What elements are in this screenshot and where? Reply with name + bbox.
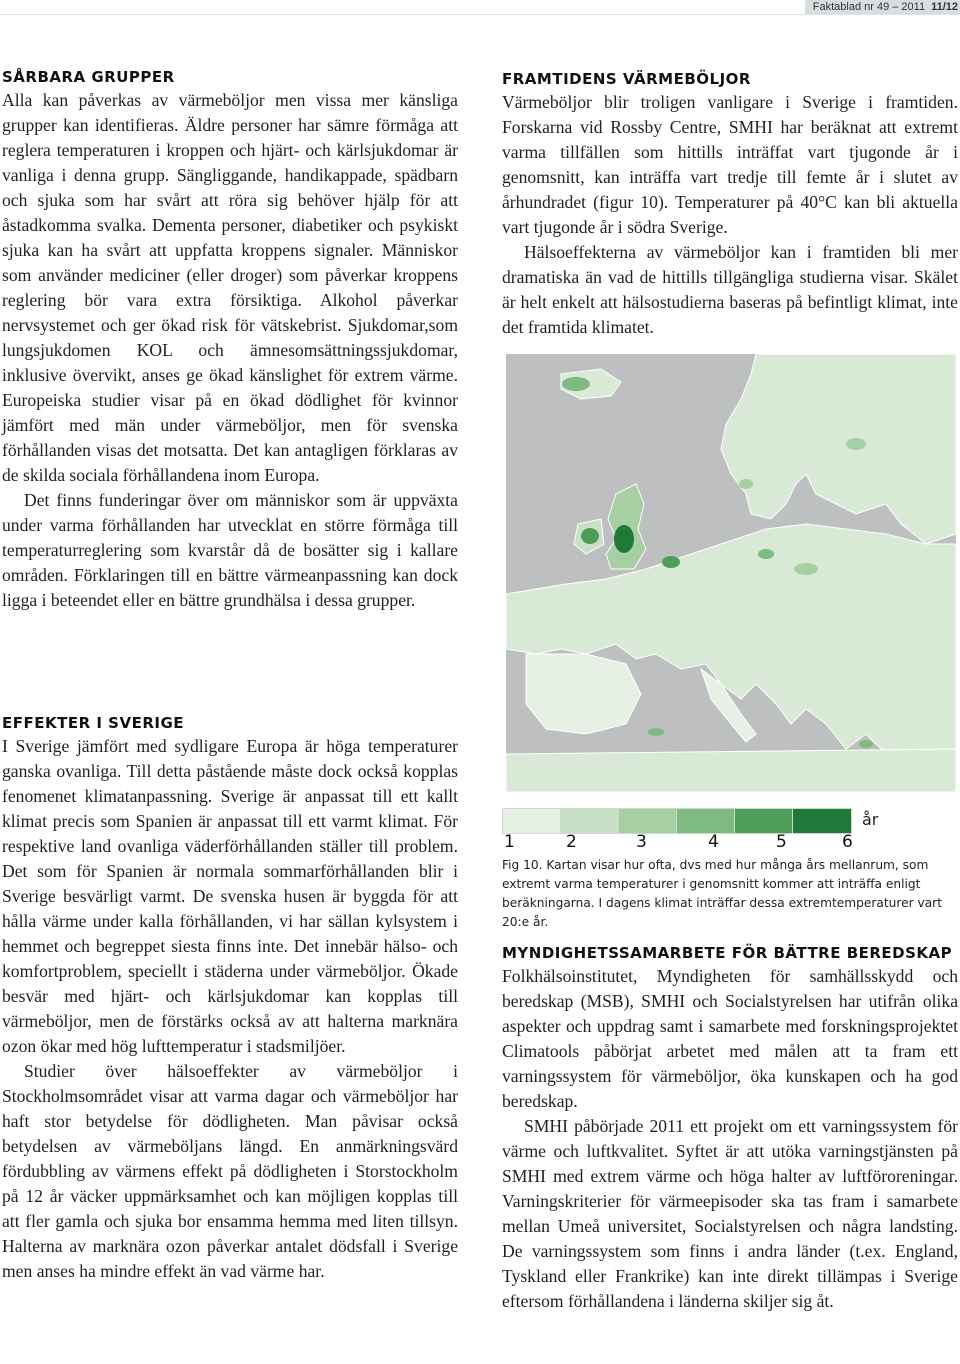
legend-tick-3: 3 <box>636 832 647 852</box>
legend-swatch-1 <box>502 808 562 834</box>
section-sarbara-grupper <box>2 66 458 613</box>
heading-myndighetssamarbete: MYNDIGHETSSAMARBETE FÖR BÄTTRE BEREDSKAP <box>502 944 953 962</box>
paragraph-sarbara-1: Alla kan påverkas av värmeböljor men vissa mer känsliga grupper kan identifieras. Äldre personer har sämre förmåga att reglera temperaturen i kroppen och hjärt- och kärlsjukdomar är vanliga i denna grupp. Sängliggande, handikappade, spädbarn och sjuka som har svårt att röra sig behöver hjälp för att åstadkomma svalka. Dementa personer, diabetiker och psykiskt sjuka kan ha svårt att uppfatta kroppens signaler. Människor som använder mediciner (eller droger) som påverkar kroppens reglering bör vara extra försiktiga. Alkohol påverkar nervsystemet och ger ökad risk för vätskebrist. Sjukdomar,som lungsjukdomen KOL och ämnesomsättningssjukdomar, inklusive övervikt, anses ge ökad känslighet för extrem värme. Europeiska studier visar på en ökad dödlighet för kvinnor jämfört med män under värmeböljor, men för svenska förhållanden visas det motsatta. Det kan antagligen förklaras av de skilda sociala förhållandena inom Europa. <box>2 90 458 485</box>
legend-swatch-2 <box>560 808 620 834</box>
paragraph-myndighet-1: Folkhälsoinstitutet, Myndigheten för samhällsskydd och beredskap (MSB), SMHI och Socialstyrelsen har utifrån olika aspekter och uppdrag samt i samarbete med forskningsprojektet Climatools påbörjat arbetet med målen att ta fram ett varningssystem för värmeböljor, öka kunskapen och ha god beredskap. <box>502 966 958 1111</box>
publication-label: Faktablad nr 49 – 2011 <box>812 1 926 13</box>
paragraph-framtidens-2: Hälsoeffekterna av värmeböljor kan i framtiden bli mer dramatiska än vad de hittills tillgängliga studierna visar. Skälet är helt enkelt att hälsostudierna baseras på befintligt klimat, inte det framtida klimatet. <box>502 242 958 337</box>
page-number: 11/12 <box>931 1 958 13</box>
europe-heatwave-map <box>506 354 956 792</box>
heading-sarbara-grupper: SÅRBARA GRUPPER <box>2 68 175 86</box>
patch-sweden <box>739 479 753 489</box>
patch-poland <box>758 549 774 559</box>
legend-swatch-5 <box>734 808 794 834</box>
legend-unit: år <box>862 810 879 829</box>
patch-belarus <box>794 563 818 575</box>
legend-tick-4: 4 <box>708 832 719 852</box>
legend-tick-6: 6 <box>842 832 853 852</box>
paragraph-myndighet-2: SMHI påbörjade 2011 ett projekt om ett varningssystem för värme och luftkvalitet. Syftet är att utöka varningstjänsten på SMHI med extrem värme och höga halter av luftföroreningar. Varningskriterier för värmeepisoder ska tas fram i samarbete mellan Umeå universitet, Socialstyrelsen och några landsting. De varningssystem som finns i andra länder (t.ex. England, Tyskland eller Frankrike) kan inte direkt tillämpas i Sverige eftersom förhållandena i länderna skiljer sig åt. <box>502 1116 958 1311</box>
patch-east-mediterranean <box>859 740 873 748</box>
heading-framtidens-varmeboljor: FRAMTIDENS VÄRMEBÖLJOR <box>502 70 751 88</box>
legend-swatch-6 <box>792 808 852 834</box>
section-effekter-i-sverige <box>2 712 458 1284</box>
land-iberia <box>526 654 641 734</box>
legend-tick-1: 1 <box>504 832 515 852</box>
legend-swatch-3 <box>618 808 678 834</box>
section-myndighetssamarbete <box>502 942 958 1314</box>
patch-mediterranean <box>648 728 664 736</box>
heading-effekter-i-sverige: EFFEKTER I SVERIGE <box>2 714 185 732</box>
patch-england <box>614 525 634 553</box>
map-svg <box>506 354 956 792</box>
section-framtidens-varmeboljor <box>502 68 958 340</box>
legend-tick-5: 5 <box>776 832 787 852</box>
land-north-africa <box>506 749 956 792</box>
paragraph-framtidens-1: Värmeböljor blir troligen vanligare i Sverige i framtiden. Forskarna vid Rossby Centre, SMHI har beräknat att extremt varma tillfällen som hittills inträffat vart tjugonde år i genomsnitt, kan inträffa vart tredje till femte år i slutet av århundradet (figur 10). Temperaturer på 40°C kan bli aktuella vart tjugonde år i södra Sverige. <box>502 92 958 237</box>
map-legend <box>502 806 958 854</box>
figure-caption: Fig 10. Kartan visar hur ofta, dvs med hur många års mellanrum, som extremt varma temperaturer i genomsnitt kommer att inträffa enligt beräkningarna. I dagens klimat inträffar dessa extremtemperaturer vart 20:e år. <box>502 858 942 929</box>
patch-benelux <box>662 556 680 568</box>
patch-iceland <box>562 377 590 391</box>
legend-swatch-4 <box>676 808 736 834</box>
paragraph-effekter-1: I Sverige jämfört med sydligare Europa är höga temperaturer ganska ovanliga. Till detta påstående måste dock också kopplas fenomenet klimatanpassning. Sverige är anpassat till ett kallt klimat precis som Spanien är anpassat till ett varmt klimat. För respektive land ovanliga väderförhållanden ställer till problem. Det som för Spanien är normala sommarförhållanden blir i Sverige besvärligt varmt. De svenska husen är byggda för att hålla värme under kalla förhållanden, vi har sällan kylsystem i hemmet och begreppet siesta finns inte. Det innebär hälso- och komfortproblem, speciellt i städerna under värmeböljor. Ökade besvär med hjärt- och kärlsjukdomar kan kopplas till värmeböljor, men de förstärks också av att halterna marknära ozon ökar med hög lufttemperatur i stadsmiljöer. <box>2 736 458 1056</box>
page-reference <box>805 0 960 14</box>
paragraph-sarbara-2: Det finns funderingar över om människor som är uppväxta under varma förhållanden har utvecklat en större förmåga till temperaturreglering som kvarstår då de bosätter sig i kallare områden. Förklaringen till en bättre värmeanpassning kan dock ligga i beteendet eller en bättre grundhälsa i dessa grupper. <box>2 490 458 610</box>
paragraph-effekter-2: Studier över hälsoeffekter av värmeböljor i Stockholmsområdet visar att varma dagar och värmeböljor har haft stor betydelse för dödligheten. Man påvisar också betydelsen av värmeböljans längd. En anmärkningsvärd fördubbling av värmens effekt på dödligheten i Storstockholm på 12 år väcker uppmärksamhet och kan möjligen kopplas till att fler gamla och sjuka bor ensamma hemma med liten tillsyn. Halterna av marknära ozon påverkar antalet dödsfall i Sverige men anses ha mindre effekt än vad värme har. <box>2 1061 458 1281</box>
patch-finland <box>846 438 866 450</box>
legend-tick-2: 2 <box>566 832 577 852</box>
patch-ireland <box>581 528 599 544</box>
